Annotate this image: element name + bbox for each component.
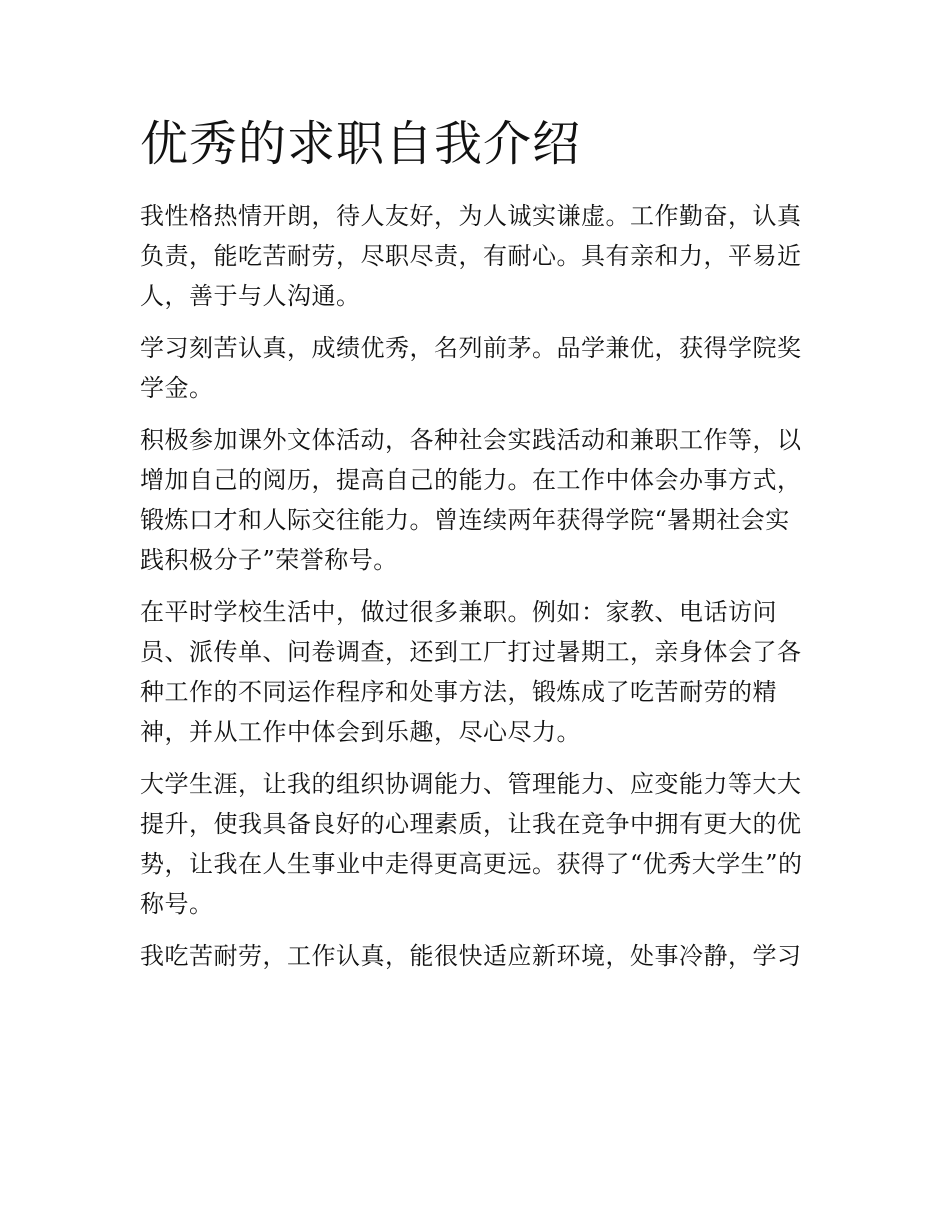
text-line: 我吃苦耐劳，工作认真，能很快适应新环境，处事冷静，学习 <box>140 942 802 970</box>
paragraph <box>140 196 812 316</box>
text-line: 势，让我在人生事业中走得更高更远。获得了“优秀大学生”的 <box>140 850 803 878</box>
page-title: 优秀的求职自我介绍 <box>140 116 582 172</box>
paragraph <box>140 592 812 752</box>
document-body <box>140 196 812 976</box>
text-line: 种工作的不同运作程序和处事方法，锻炼成了吃苦耐劳的精 <box>140 678 777 706</box>
text-line: 我性格热情开朗，待人友好，为人诚实谦虚。工作勤奋，认真 <box>140 202 802 230</box>
text-line: 神，并从工作中体会到乐趣，尽心尽力。 <box>140 718 581 746</box>
document-page <box>140 112 812 988</box>
text-line: 学习刻苦认真，成绩优秀，名列前茅。品学兼优，获得学院奖 <box>140 334 802 362</box>
text-line: 人，善于与人沟通。 <box>140 282 361 310</box>
text-line: 提升，使我具备良好的心理素质，让我在竞争中拥有更大的优 <box>140 810 802 838</box>
text-line: 称号。 <box>140 890 214 918</box>
paragraph <box>140 936 812 976</box>
text-line: 大学生涯，让我的组织协调能力、管理能力、应变能力等大大 <box>140 770 802 798</box>
text-line: 学金。 <box>140 374 214 402</box>
text-line: 践积极分子”荣誉称号。 <box>140 546 398 574</box>
text-line: 锻炼口才和人际交往能力。曾连续两年获得学院“暑期社会实 <box>140 506 790 534</box>
text-line: 增加自己的阅历，提高自己的能力。在工作中体会办事方式， <box>140 466 802 494</box>
text-line: 在平时学校生活中，做过很多兼职。例如：家教、电话访问 <box>140 598 777 626</box>
text-line: 积极参加课外文体活动，各种社会实践活动和兼职工作等，以 <box>140 426 802 454</box>
paragraph <box>140 764 812 924</box>
paragraph <box>140 420 812 580</box>
paragraph <box>140 328 812 408</box>
text-line: 员、派传单、问卷调查，还到工厂打过暑期工，亲身体会了各 <box>140 638 802 666</box>
text-line: 负责，能吃苦耐劳，尽职尽责，有耐心。具有亲和力，平易近 <box>140 242 802 270</box>
